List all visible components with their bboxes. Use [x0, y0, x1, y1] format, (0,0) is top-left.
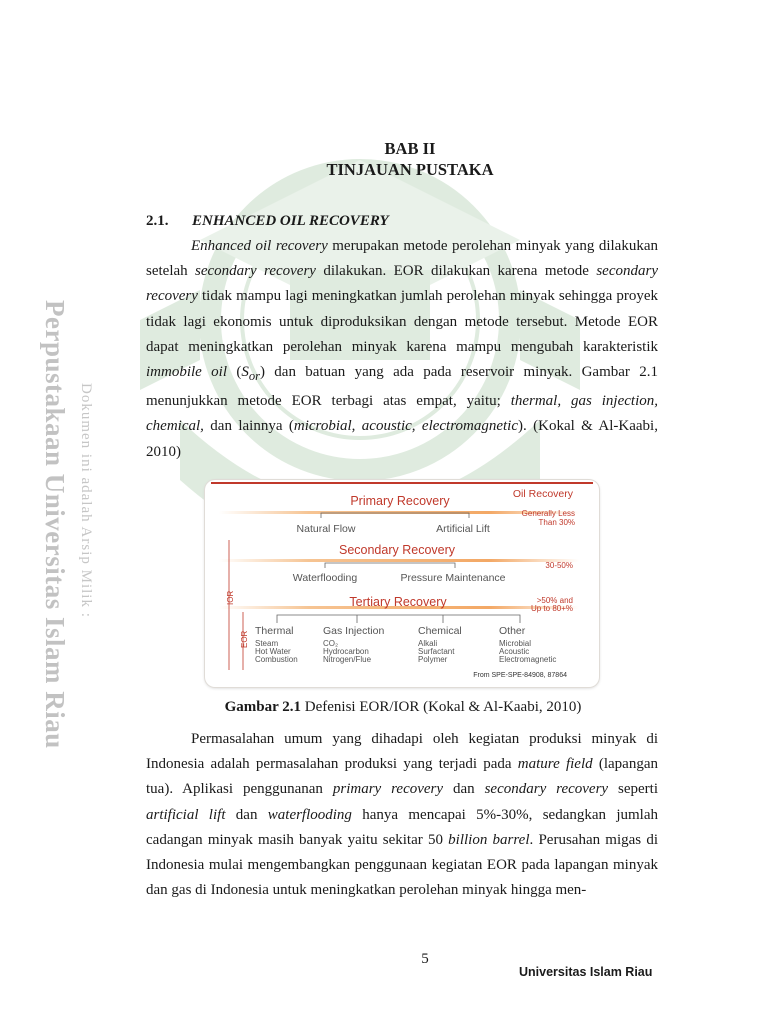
page-number: 5 — [421, 951, 429, 967]
category-gas-injection: Gas Injection — [323, 625, 385, 637]
section-number: 2.1. — [146, 213, 169, 229]
pressure-maintenance-label: Pressure Maintenance — [400, 572, 506, 584]
secondary-recovery-label: Secondary Recovery — [338, 543, 456, 557]
pct-30-50-label: 30-50% — [545, 561, 573, 570]
category-thermal: Thermal — [255, 625, 294, 637]
thermal-item: Combustion — [255, 655, 298, 664]
figure-source: From SPE-SPE-84908, 87864 — [473, 672, 567, 679]
eor-label: EOR — [240, 630, 249, 648]
than-30-label: Than 30% — [538, 518, 575, 527]
thermal-item: Hot Water — [255, 647, 291, 656]
chemical-item: Surfactant — [418, 647, 455, 656]
secondary-bracket — [325, 563, 455, 568]
section-title: ENHANCED OIL RECOVERY — [192, 213, 389, 229]
gas-item: Hydrocarbon — [323, 647, 369, 656]
generally-less-label: Generally Less — [521, 509, 575, 518]
paragraph-eor-definition: Enhanced oil recovery merupakan metode perolehan minyak yang dilakukan setelah secondary recovery dilakukan. EOR dilakukan karena metode secondary recovery tidak mampu lagi meningkatkan jumlah perolehan minyak sehingga proyek tidak lagi ekonomis untuk diproduksikan dengan metode tersebut. Metode EOR dapat meningkatkan perolehan minyak karena mampu mengubah karakteristik immobile oil $(S_{or})$ dan batuan yang ada pada reservoir minyak. Gambar 2.1 menunjukkan metode EOR terbagi atas empat, yaitu; thermal, gas injection, chemical, dan lainnya (microbial, acoustic, electromagnetic). (Kokal & Al-Kaabi, 2010) — [146, 238, 658, 460]
waterflooding-label: Waterflooding — [292, 572, 358, 584]
chapter-number: BAB II — [384, 139, 436, 158]
secondary-bar — [219, 559, 579, 562]
upto80-label: Up to 80+% — [530, 604, 573, 613]
figure-caption: Gambar 2.1 Defenisi EOR/IOR (Kokal & Al-Kaabi, 2010) — [224, 699, 582, 715]
eor-ior-figure — [205, 480, 599, 687]
library-vertical-title: Perpustakaan Universitas Islam Riau — [40, 300, 70, 749]
ior-label: IOR — [226, 590, 235, 605]
chapter-title: TINJAUAN PUSTAKA — [326, 160, 494, 179]
gas-item: CO₂ — [323, 639, 339, 648]
gas-item: Nitrogen/Flue — [323, 655, 372, 664]
natural-flow-label: Natural Flow — [296, 523, 356, 535]
category-other: Other — [499, 625, 526, 637]
thermal-item: Steam — [255, 639, 279, 648]
other-item: Microbial — [499, 639, 532, 648]
artificial-lift-label: Artificial Lift — [436, 523, 490, 535]
oil-recovery-label: Oil Recovery — [512, 488, 573, 500]
gt50-label: >50% and — [536, 596, 573, 605]
category-chemical: Chemical — [418, 625, 462, 637]
footer-university: Universitas Islam Riau — [519, 965, 653, 979]
primary-recovery-label: Primary Recovery — [350, 494, 450, 508]
chemical-item: Alkali — [418, 639, 438, 648]
tertiary-recovery-label: Tertiary Recovery — [349, 595, 447, 609]
chemical-item: Polymer — [418, 655, 448, 664]
archive-vertical-note: Dokumen ini adalah Arsip Milik : — [78, 383, 94, 618]
other-item: Electromagnetic — [499, 655, 557, 664]
tertiary-bracket — [277, 615, 520, 623]
other-item: Acoustic — [499, 647, 530, 656]
paragraph-mature-field: Permasalahan umum yang dihadapi oleh kegiatan produksi minyak di Indonesia adalah permasalahan produksi yang terjadi pada mature field (lapangan tua). Aplikasi penggunanan primary recovery dan secondary recovery seperti artificial lift dan waterflooding hanya mencapai 5%-30%, sedangkan jumlah cadangan minyak masih banyak yaitu sekitar 50 billion barrel. Perusahan migas di Indonesia mulai mengembangkan penggunaan kegiatan EOR pada lapangan minyak dan gas di Indonesia untuk meningkatkan perolehan minyak hingga men- — [146, 731, 659, 899]
